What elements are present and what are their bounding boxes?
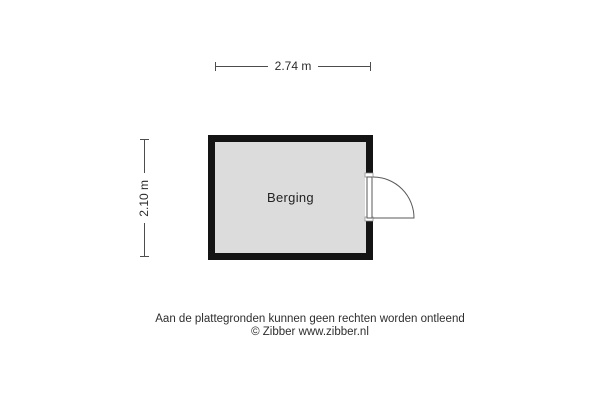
disclaimer-text: Aan de plattegronden kunnen geen rechten worden ontleend [155,313,465,325]
door-swing-icon [364,170,416,222]
room-berging [208,135,373,260]
dimension-tick-right [370,62,371,71]
door-leaf [367,177,372,218]
room-label: Berging [267,190,314,205]
door-jamb-top [365,173,373,177]
dimension-line [144,140,145,173]
dimension-width [215,59,371,73]
dimension-tick-bottom [140,256,149,257]
footer [20,313,600,338]
dimension-width-label: 2.74 m [274,59,312,73]
dimension-height [137,139,151,257]
dimension-height-label: 2.10 m [137,179,151,217]
door-arc [373,177,414,218]
dimension-line [144,223,145,256]
copyright-text: © Zibber www.zibber.nl [251,325,369,338]
dimension-line [216,66,268,67]
dimension-line [318,66,370,67]
